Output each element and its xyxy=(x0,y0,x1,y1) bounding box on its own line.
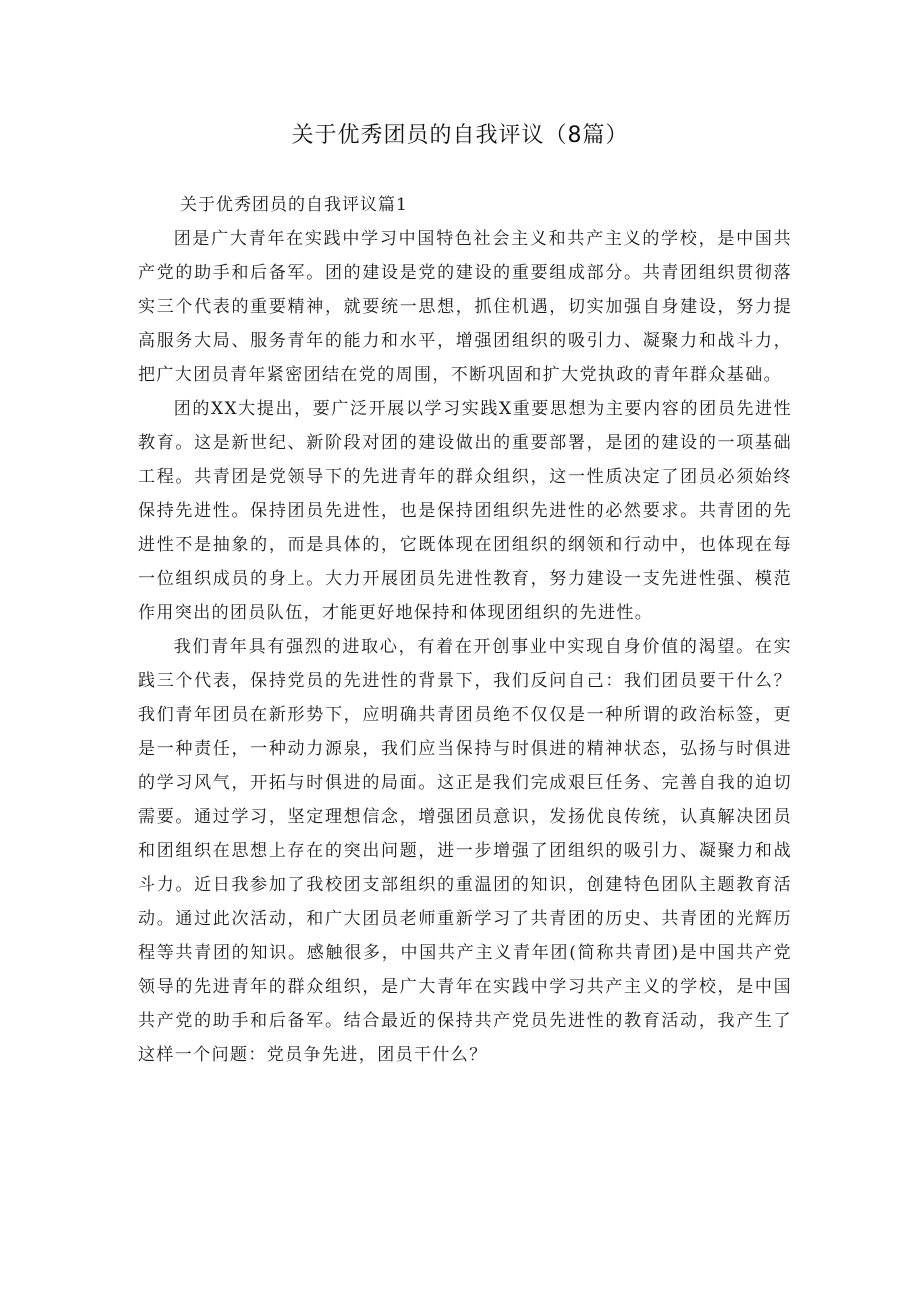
paragraph-2: 团的XX大提出，要广泛开展以学习实践X重要思想为主要内容的团员先进性教育。这是新世纪、新阶段对团的建设做出的重要部署，是团的建设的一项基础工程。共青团是党领导下的先进青年的群众组织，这一性质决定了团员必须始终保持先进性。保持团员先进性，也是保持团组织先进性的必然要求。共青团的先进性不是抽象的，而是具体的，它既体现在团组织的纲领和行动中，也体现在每一位组织成员的身上。大力开展团员先进性教育，努力建设一支先进性强、模范作用突出的团员队伍，才能更好地保持和体现团组织的先进性。 xyxy=(138,399,792,623)
paragraph-3: 我们青年具有强烈的进取心，有着在开创事业中实现自身价值的渴望。在实践三个代表，保持党员的先进性的背景下，我们反问自己：我们团员要干什么？我们青年团员在新形势下，应明确共青团员绝不仅仅是一种所谓的政治标签，更是一种责任，一种动力源泉，我们应当保持与时俱进的精神状态，弘扬与时俱进的学习风气，开拓与时俱进的局面。这正是我们完成艰巨任务、完善自我的迫切需要。通过学习，坚定理想信念，增强团员意识，发扬优良传统，认真解决团员和团组织在思想上存在的突出问题，进一步增强了团组织的吸引力、凝聚力和战斗力。近日我参加了我校团支部组织的重温团的知识，创建特色团队主题教育活动。通过此次活动，和广大团员老师重新学习了共青团的历史、共青团的光辉历程等共青团的知识。感触很多，中国共产主义青年团(简称共青团)是中国共产党领导的先进青年的群众组织，是广大青年在实践中学习共产主义的学校，是中国共产党的助手和后备军。结合最近的保持共产党员先进性的教育活动，我产生了这样一个问题：党员争先进，团员干什么？ xyxy=(138,637,792,1065)
document-body xyxy=(138,190,792,1072)
section-heading: 关于优秀团员的自我评议篇1 xyxy=(180,195,408,215)
paragraph-1: 团是广大青年在实践中学习中国特色社会主义和共产主义的学校，是中国共产党的助手和后备军。团的建设是党的建设的重要组成部分。共青团组织贯彻落实三个代表的重要精神，就要统一思想，抓住机遇，切实加强自身建设，努力提高服务大局、服务青年的能力和水平，增强团组织的吸引力、凝聚力和战斗力，把广大团员青年紧密团结在党的周围，不断巩固和扩大党执政的青年群众基础。 xyxy=(138,229,792,385)
document-title: 关于优秀团员的自我评议（8篇） xyxy=(291,123,629,148)
